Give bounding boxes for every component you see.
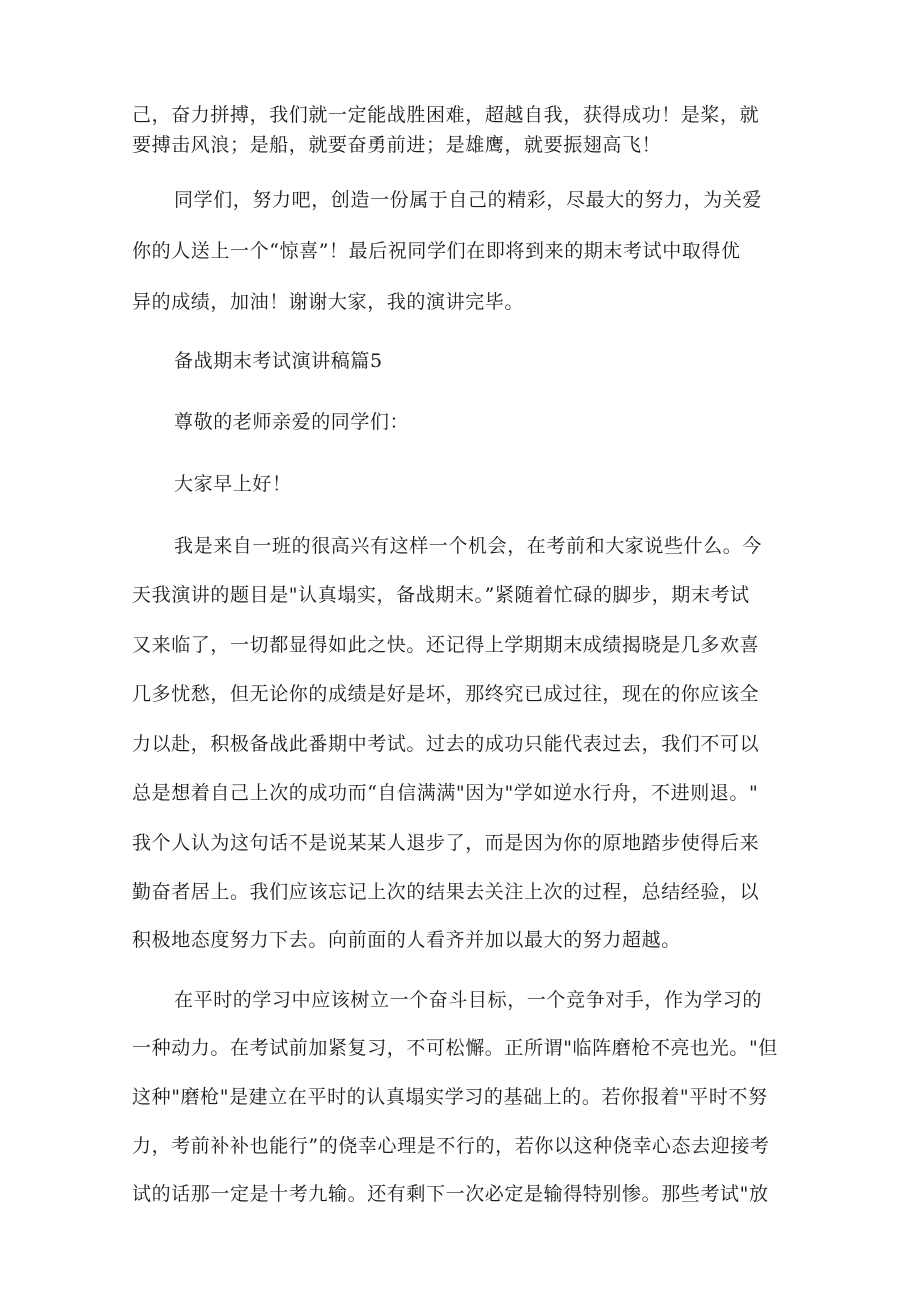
document-body — [132, 0, 788, 1301]
paragraph-3-line-1: 我是来自一班的很高兴有这样一个机会，在考前和大家说些什么。今 — [174, 535, 763, 557]
paragraph-3-line-6: 总是想着自己上次的成功而“自信满满"因为"学如逆水行舟，不进则退。" — [132, 782, 759, 804]
paragraph-4-line-2: 一种动力。在考试前加紧复习，不可松懈。正所谓"临阵磨枪不亮也光。"但 — [132, 1037, 778, 1059]
paragraph-3-line-3: 又来临了，一切都显得如此之快。还记得上学期期末成绩揭晓是几多欢喜 — [132, 634, 760, 656]
paragraph-4-line-5: 试的话那一定是十考九输。还有剩下一次必定是输得特别惨。那些考试"放 — [132, 1183, 769, 1205]
paragraph-1-line-1: 己，奋力拼搏，我们就一定能战胜困难，超越自我，获得成功！是桨，就 — [132, 104, 760, 126]
section-title: 备战期末考试演讲稿篇5 — [174, 350, 383, 372]
paragraph-3-line-8: 勤奋者居上。我们应该忘记上次的结果去关注上次的过程，总结经验，以 — [132, 881, 760, 903]
paragraph-3-line-7: 我个人认为这句话不是说某某人退步了，而是因为你的原地踏步使得后来 — [132, 832, 760, 854]
paragraph-4-line-4: 力，考前补补也能行”的侥幸心理是不行的，若你以这种侥幸心态去迎接考 — [132, 1135, 770, 1157]
paragraph-1-line-2: 要搏击风浪；是船，就要奋勇前进；是雄鹰，就要振翅高飞！ — [132, 134, 662, 156]
paragraph-2-line-2: 你的人送上一个“惊喜”！最后祝同学们在即将到来的期末考试中取得优 — [132, 240, 741, 262]
paragraph-3-line-4: 几多忧愁，但无论你的成绩是好是坏，那终究已成过往，现在的你应该全 — [132, 683, 760, 705]
paragraph-2-line-1: 同学们，努力吧，创造一份属于自己的精彩，尽最大的努力，为关爱 — [174, 189, 763, 211]
paragraph-4-line-1: 在平时的学习中应该树立一个奋斗目标，一个竞争对手，作为学习的 — [174, 989, 763, 1011]
paragraph-3-line-2: 天我演讲的题目是"认真塌实，备战期末。”紧随着忙碌的脚步，期末考试 — [132, 584, 750, 606]
paragraph-4-line-3: 这种"磨枪"是建立在平时的认真塌实学习的基础上的。若你报着"平时不努 — [132, 1086, 768, 1108]
salutation: 尊敬的老师亲爱的同学们： — [174, 411, 410, 433]
greeting: 大家早上好！ — [174, 473, 292, 495]
paragraph-2-line-3: 异的成绩，加油！谢谢大家，我的演讲完毕。 — [132, 291, 525, 313]
paragraph-3-line-9: 积极地态度努力下去。向前面的人看齐并加以最大的努力超越。 — [132, 929, 681, 951]
paragraph-3-line-5: 力以赴，积极备战此番期中考试。过去的成功只能代表过去，我们不可以 — [132, 733, 760, 755]
